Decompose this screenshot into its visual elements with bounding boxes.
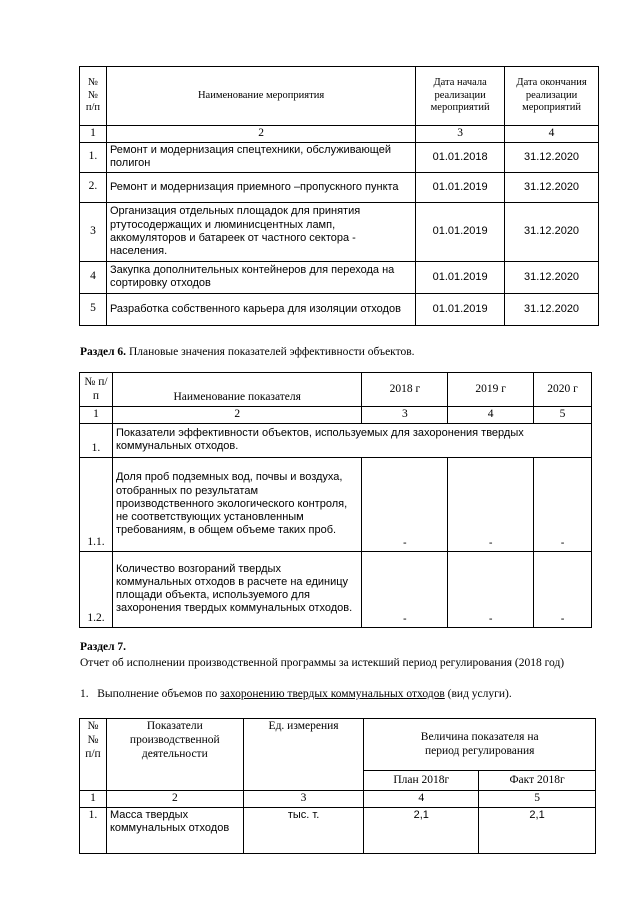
activity-name: Ремонт и модернизация спецтехники, обслуживающей полигон bbox=[106, 142, 415, 172]
column-number: 1 bbox=[80, 407, 113, 424]
header-number: №№ п/п bbox=[80, 67, 107, 126]
group-number: 1. bbox=[80, 423, 113, 457]
column-numbers-row bbox=[80, 407, 592, 424]
column-number: 4 bbox=[505, 126, 599, 143]
header-activity-name: Наименование мероприятия bbox=[106, 67, 415, 126]
column-numbers-row bbox=[80, 791, 596, 808]
header-end-date: Дата окончания реализации мероприятий bbox=[505, 67, 599, 126]
column-numbers-row bbox=[80, 126, 599, 143]
header-number: №№ п/п bbox=[80, 719, 107, 791]
section-6-label: Раздел 6. bbox=[80, 346, 127, 358]
column-number: 3 bbox=[416, 126, 505, 143]
start-date: 01.01.2019 bbox=[416, 261, 505, 293]
column-number: 3 bbox=[362, 407, 448, 424]
start-date: 01.01.2019 bbox=[416, 293, 505, 325]
value-2020: - bbox=[534, 457, 592, 551]
table-group-row bbox=[80, 423, 592, 457]
row-number: 3 bbox=[80, 202, 107, 261]
start-date: 01.01.2019 bbox=[416, 172, 505, 202]
header-year-2018: 2018 г bbox=[362, 373, 448, 407]
value-2019: - bbox=[448, 457, 534, 551]
table-row bbox=[80, 551, 592, 627]
section-7-item bbox=[80, 688, 512, 700]
header-indicator-name: Наименование показателя bbox=[112, 373, 362, 407]
header-indicator: Показатели производственной деятельности bbox=[106, 719, 243, 791]
table-row bbox=[80, 172, 599, 202]
table-header-row bbox=[80, 67, 599, 126]
table-header-row bbox=[80, 373, 592, 407]
value-2020: - bbox=[534, 551, 592, 627]
column-number: 2 bbox=[112, 407, 362, 424]
activity-name: Закупка дополнительных контейнеров для перехода на сортировку отходов bbox=[106, 261, 415, 293]
table-row bbox=[80, 807, 596, 853]
column-number: 4 bbox=[364, 791, 479, 808]
column-number: 1 bbox=[80, 126, 107, 143]
fact-value: 2,1 bbox=[479, 807, 596, 853]
column-number: 3 bbox=[243, 791, 364, 808]
column-number: 2 bbox=[106, 126, 415, 143]
table-row bbox=[80, 293, 599, 325]
indicator-name: Количество возгораний твердых коммунальных отходов в расчете на единицу площади объекта, используемого для захоронения твердых коммунальных отходов. bbox=[112, 551, 362, 627]
column-number: 5 bbox=[479, 791, 596, 808]
start-date: 01.01.2018 bbox=[416, 142, 505, 172]
unit: тыс. т. bbox=[243, 807, 364, 853]
activity-name: Ремонт и модернизация приемного –пропускного пункта bbox=[106, 172, 415, 202]
group-name: Показатели эффективности объектов, используемых для захоронения твердых коммунальных отходов. bbox=[112, 423, 591, 457]
end-date: 31.12.2020 bbox=[505, 172, 599, 202]
value-2018: - bbox=[362, 551, 448, 627]
row-number: 4 bbox=[80, 261, 107, 293]
end-date: 31.12.2020 bbox=[505, 261, 599, 293]
column-number: 4 bbox=[448, 407, 534, 424]
section-6-title bbox=[80, 346, 415, 358]
header-unit: Ед. измерения bbox=[243, 719, 364, 791]
table-row bbox=[80, 457, 592, 551]
item-suffix: (вид услуги). bbox=[444, 688, 512, 700]
row-number: 1.1. bbox=[80, 457, 113, 551]
volumes-table bbox=[79, 718, 596, 854]
table-row bbox=[80, 142, 599, 172]
section-7-title: Раздел 7. bbox=[80, 641, 127, 653]
indicator-name: Масса твердых коммунальных отходов bbox=[106, 807, 243, 853]
row-number: 1.2. bbox=[80, 551, 113, 627]
header-year-2019: 2019 г bbox=[448, 373, 534, 407]
column-number: 2 bbox=[106, 791, 243, 808]
row-number: 1. bbox=[80, 807, 107, 853]
indicators-table bbox=[79, 372, 592, 628]
table-header-row bbox=[80, 719, 596, 771]
activities-table bbox=[79, 66, 599, 326]
value-2018: - bbox=[362, 457, 448, 551]
header-number: № п/п bbox=[80, 373, 113, 407]
end-date: 31.12.2020 bbox=[505, 202, 599, 261]
indicator-name: Доля проб подземных вод, почвы и воздуха, отобранных по результатам производственного экологического контроля, не соответствующих установленным требованиям, в общем объеме таких проб. bbox=[112, 457, 362, 551]
column-number: 5 bbox=[534, 407, 592, 424]
value-2019: - bbox=[448, 551, 534, 627]
column-number: 1 bbox=[80, 791, 107, 808]
header-year-2020: 2020 г bbox=[534, 373, 592, 407]
table-row bbox=[80, 202, 599, 261]
row-number: 1. bbox=[80, 142, 107, 172]
row-number: 5 bbox=[80, 293, 107, 325]
section-6-text: Плановые значения показателей эффективности объектов. bbox=[128, 346, 415, 358]
activity-name: Организация отдельных площадок для принятия ртутосодержащих и люминисцентных ламп, аккомуляторов и батареек от частного сектора - населения. bbox=[106, 202, 415, 261]
item-service-link: захоронению твердых коммунальных отходов bbox=[220, 688, 445, 700]
end-date: 31.12.2020 bbox=[505, 293, 599, 325]
start-date: 01.01.2019 bbox=[416, 202, 505, 261]
table-row bbox=[80, 261, 599, 293]
header-start-date: Дата начала реализации мероприятий bbox=[416, 67, 505, 126]
header-value: Величина показателя на период регулирования bbox=[364, 719, 596, 771]
end-date: 31.12.2020 bbox=[505, 142, 599, 172]
header-fact: Факт 2018г bbox=[479, 771, 596, 791]
section-7-subtitle: Отчет об исполнении производственной программы за истекший период регулирования (2018 год) bbox=[80, 657, 565, 669]
item-prefix: 1. Выполнение объемов по bbox=[80, 688, 221, 700]
activity-name: Разработка собственного карьера для изоляции отходов bbox=[106, 293, 415, 325]
plan-value: 2,1 bbox=[364, 807, 479, 853]
row-number: 2. bbox=[80, 172, 107, 202]
header-plan: План 2018г bbox=[364, 771, 479, 791]
